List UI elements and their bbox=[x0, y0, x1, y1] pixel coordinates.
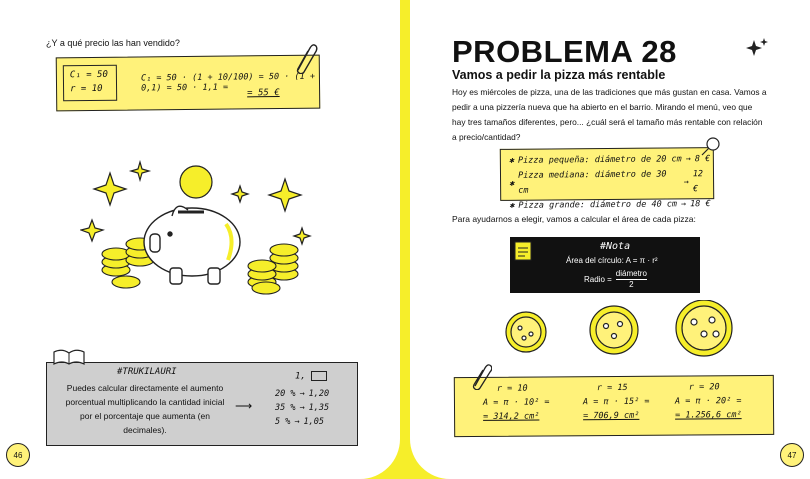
area-calculations-note bbox=[454, 375, 774, 437]
nota-box bbox=[510, 237, 700, 293]
formula-expression bbox=[141, 72, 319, 94]
pig-body bbox=[144, 206, 240, 284]
menu-item: ✱ Pizza pequeña: diámetro de 20 cm → 8 € bbox=[509, 152, 713, 169]
c1-value: C₁ = 50 bbox=[69, 69, 108, 81]
open-book-icon bbox=[52, 348, 86, 366]
r-value: r = 10 bbox=[70, 83, 103, 95]
inner-values-box bbox=[63, 65, 117, 102]
trick-row: 20 % → 1,20 bbox=[275, 389, 330, 399]
nota-radius-formula: Radio = diámetro 2 bbox=[584, 269, 647, 289]
star-icon: ✱ bbox=[509, 178, 515, 189]
notepad-icon bbox=[514, 241, 532, 261]
menu-item: ✱ Pizza grande: diámetro de 40 cm → 18 € bbox=[509, 197, 713, 214]
left-page bbox=[0, 0, 400, 479]
trick-header: 1, bbox=[295, 371, 327, 382]
menu-item: ✱ Pizza mediana: diámetro de 30 cm → 12 € bbox=[509, 169, 704, 196]
pizza-small-icon bbox=[506, 312, 546, 352]
star-icon: ✱ bbox=[509, 200, 515, 211]
coin-stack-right bbox=[248, 244, 298, 294]
star-icon: ✱ bbox=[508, 155, 515, 166]
page-title: PROBLEMA 28 bbox=[452, 34, 677, 69]
pushpin-icon bbox=[700, 136, 722, 156]
piggy-bank-illustration bbox=[80, 158, 320, 298]
pizza-large-icon bbox=[676, 300, 732, 356]
trick-box bbox=[46, 362, 358, 446]
pizza-menu-note bbox=[500, 147, 714, 211]
calc-medium: r = 15 A = π · 15² = = 706,9 cm² bbox=[582, 382, 650, 422]
trick-row: 35 % → 1,35 bbox=[275, 403, 330, 413]
sparkle-icon bbox=[746, 38, 768, 56]
formula-text: C₁ = 50 · (1 + 10/100) = 50 · (1 + 0,1) = 50 · 1,1 = bbox=[140, 71, 315, 94]
question-text: ¿Y a qué precio las han vendido? bbox=[46, 38, 180, 48]
trick-title: #TRUKILAURI bbox=[117, 367, 177, 377]
calc-small: r = 10 A = π · 10² = = 314,2 cm² bbox=[482, 383, 550, 422]
nota-title: #Nota bbox=[600, 241, 631, 252]
trick-text: Puedes calcular directamente el aumento porcentual multiplicando la cantidad inicial por el porcentaje que aumenta (en decimales). bbox=[65, 383, 225, 435]
page-number-right: 47 bbox=[780, 443, 804, 467]
right-page bbox=[410, 0, 810, 479]
arrow-icon: ⟶ bbox=[235, 399, 253, 413]
page-number-left: 46 bbox=[6, 443, 30, 467]
calc-large: r = 20 A = π · 20² = = 1.256,6 cm² bbox=[674, 382, 742, 421]
paperclip-icon bbox=[470, 362, 492, 390]
pizza-medium-icon bbox=[590, 306, 638, 354]
formula-note bbox=[56, 55, 321, 112]
intro-paragraph: Hoy es miércoles de pizza, una de las tradiciones que más gustan en casa. Vamos a pedir a una pizzería nueva que ha abierto en el barrio. Mirando el menú, veo que hay tres tamaños diferentes, pero... ¿cuál será el tamaño más rentable con relación a precio/cantidad? bbox=[452, 87, 767, 142]
nota-area-formula: Área del círculo: A = π · r² bbox=[566, 256, 658, 265]
paperclip-icon bbox=[292, 42, 318, 74]
formula-result: = 55 € bbox=[247, 88, 280, 99]
pizza-illustrations bbox=[490, 300, 740, 358]
trick-row: 5 % → 1,05 bbox=[275, 417, 324, 427]
help-text: Para ayudarnos a elegir, vamos a calcular el área de cada pizza: bbox=[452, 214, 696, 224]
trick-rows bbox=[275, 387, 329, 429]
page-subtitle: Vamos a pedir la pizza más rentable bbox=[452, 68, 666, 82]
falling-coin-icon bbox=[180, 166, 212, 198]
